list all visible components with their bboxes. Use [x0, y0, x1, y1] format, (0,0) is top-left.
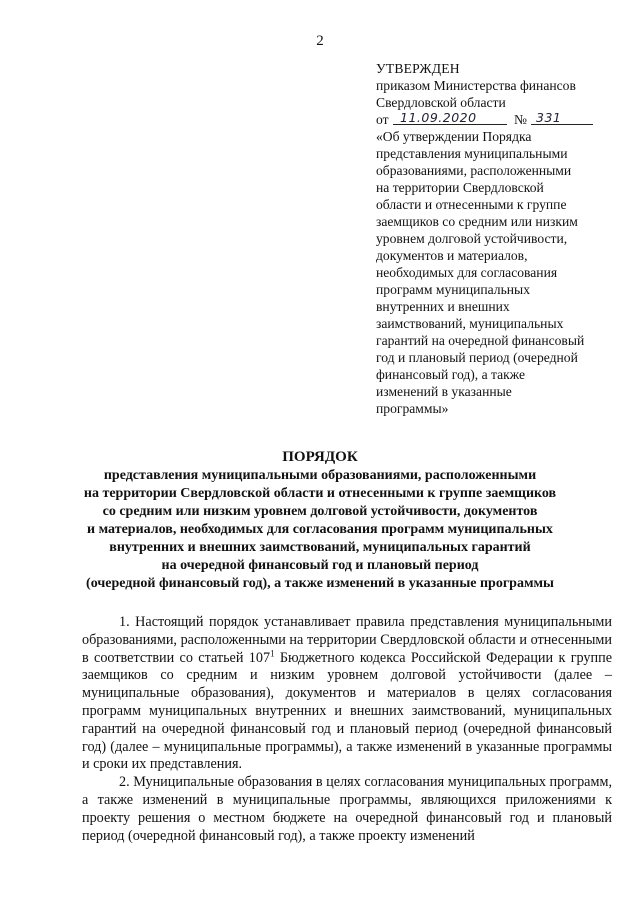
paragraph-1-text: 1. Настоящий порядок устанавливает правила представления муниципальными образованиями, расположенными на территории Свердловской области и отнесенными в соответствии со статьей 107	[82, 614, 612, 666]
paragraph-1-text-continued: Бюджетного кодекса Российской Федерации к группе заемщиков со средним и низким уровнем долговой устойчивости (далее – муниципальные образования), документов и материалов в целях согласования программ муниципальных внутренних и внешних заимствований, муниципальных гарантий на очередной финансовый год и плановый период (очередной финансовый год) (далее – муниципальные программы), а также изменений в указанные программы и сроки их представления.	[82, 649, 612, 773]
order-title-line: финансовый год), а также	[376, 367, 526, 382]
number-handwritten: 331	[536, 110, 562, 125]
date-number-row	[376, 111, 626, 128]
order-title-line: гарантий на очередной финансовый	[376, 333, 585, 348]
number-prefix: №	[514, 112, 527, 127]
subtitle-line: представления муниципальными образованиями, расположенными	[103, 468, 537, 483]
order-title-line: образованиями, расположенными	[376, 163, 572, 178]
order-title-line: на территории Свердловской	[376, 180, 544, 195]
subtitle-line: на территории Свердловской области и отнесенными к группе заемщиков	[83, 486, 557, 501]
order-title-line: программы»	[376, 401, 449, 416]
document-subtitle	[0, 467, 640, 593]
subtitle-line: (очередной финансовый год), а также изменений в указанные программы	[86, 576, 554, 591]
order-title	[376, 128, 626, 417]
date-prefix: от	[376, 112, 389, 127]
order-title-line: заемщиков со средним или низким	[376, 214, 578, 229]
date-handwritten: 11.09.2020	[400, 110, 477, 125]
document-heading	[0, 448, 640, 593]
order-title-line: изменений в указанные	[376, 384, 512, 399]
order-title-line: год и плановый период (очередной	[376, 350, 578, 365]
order-title-line: внутренних и внешних	[376, 299, 510, 314]
subtitle-line: на очередной финансовый год и плановый период	[161, 558, 479, 573]
page-number: 2	[316, 33, 324, 49]
order-title-line: «Об утверждении Порядка	[376, 129, 532, 144]
approval-line: приказом Министерства финансов	[376, 78, 576, 93]
subtitle-line: и материалов, необходимых для согласования программ муниципальных	[87, 522, 553, 537]
order-title-line: документов и материалов,	[376, 248, 528, 263]
order-title-line: уровнем долговой устойчивости,	[376, 231, 568, 246]
document-body	[82, 614, 612, 845]
order-title-line: области и отнесенными к группе	[376, 197, 567, 212]
paragraph-1-superscript: 1	[270, 647, 275, 658]
paragraph-2: 2. Муниципальные образования в целях согласования муниципальных программ, а также изменений в муниципальные программы, являющихся приложениями к проекту решения о местном бюджете на очередной финансовый год и плановый период (очередной финансовый год), а также проекту изменений	[82, 774, 612, 844]
document-title: ПОРЯДОК	[282, 449, 358, 465]
approval-line: Свердловской области	[376, 95, 506, 110]
order-title-line: заимствований, муниципальных	[376, 316, 564, 331]
approval-block	[376, 60, 626, 417]
subtitle-line: со средним или низким уровнем долговой устойчивости, документов	[102, 504, 538, 519]
paragraph-1	[82, 614, 612, 774]
subtitle-line: внутренних и внешних заимствований, муниципальных гарантий	[109, 540, 531, 555]
order-title-line: программ муниципальных	[376, 282, 530, 297]
order-title-line: необходимых для согласования	[376, 265, 558, 280]
approval-heading: УТВЕРЖДЕН	[376, 61, 460, 76]
order-title-line: представления муниципальными	[376, 146, 568, 161]
